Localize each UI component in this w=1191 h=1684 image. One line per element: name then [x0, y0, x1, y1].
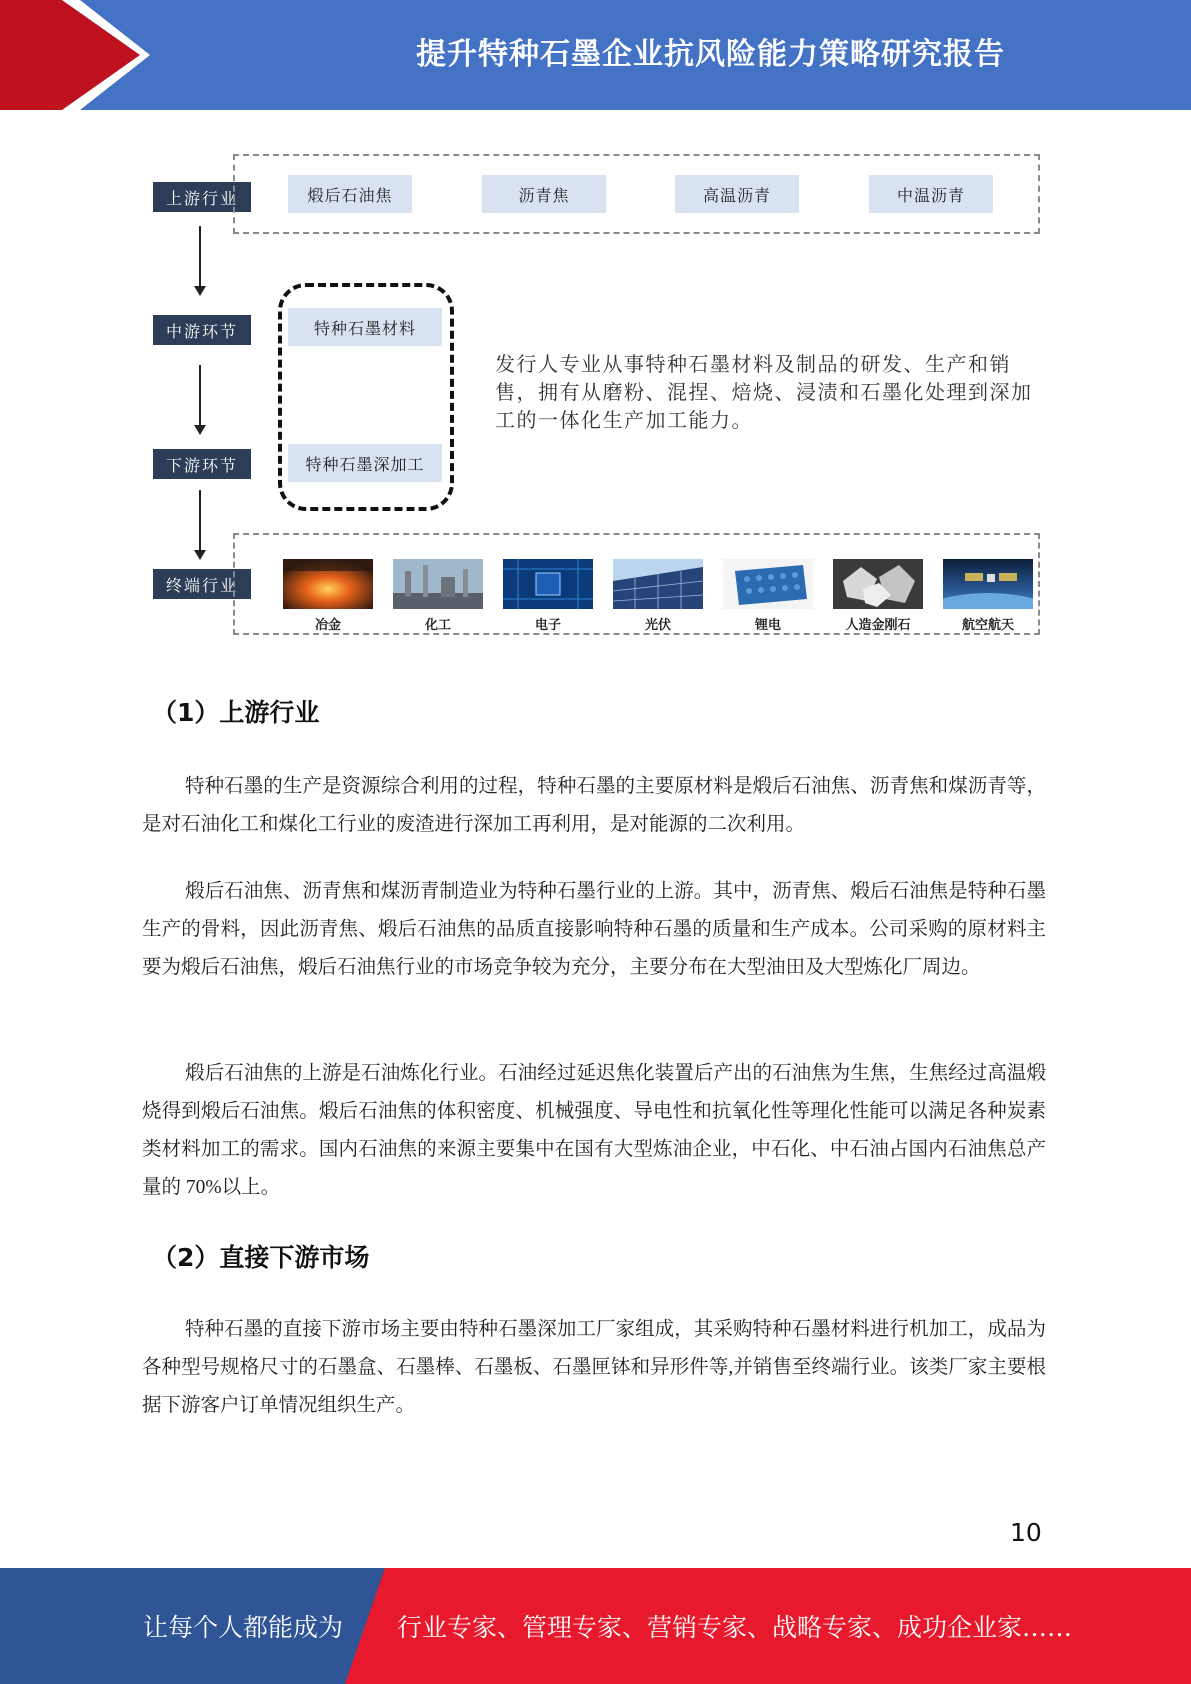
industry-chain-diagram	[0, 140, 1191, 650]
arrow-down-icon	[199, 226, 201, 288]
header-title: 提升特种石墨企业抗风险能力策略研究报告	[416, 37, 1005, 72]
chip-photo-icon	[503, 559, 593, 609]
page-number: 10	[1010, 1518, 1042, 1547]
body-paragraph: 煅后石油焦、沥青焦和煤沥青制造业为特种石墨行业的上游。其中，沥青焦、煅后石油焦是特种石墨生产的骨料，因此沥青焦、煅后石油焦的品质直接影响特种石墨的质量和生产成本。公司采购的原材料主要为煅后石油焦，煅后石油焦行业的市场竞争较为充分，主要分布在大型油田及大型炼化厂周边。	[142, 881, 1046, 978]
solar-panel-photo-icon	[613, 559, 703, 609]
end-market-label: 电子	[534, 618, 561, 633]
section-heading: （2）直接下游市场	[152, 1243, 370, 1272]
battery-photo-icon	[723, 559, 813, 609]
stage-midstream: 中游环节	[153, 315, 251, 345]
metallurgy-photo-icon	[283, 559, 373, 609]
chemical-plant-photo-icon	[393, 559, 483, 609]
upstream-item: 高温沥青	[675, 175, 799, 213]
end-market-label: 化工	[424, 618, 451, 633]
body-paragraph: 特种石墨的直接下游市场主要由特种石墨深加工厂家组成，其采购特种石墨材料进行机加工，成品为各种型号规格尺寸的石墨盒、石墨棒、石墨板、石墨匣钵和异形件等,并销售至终端行业。该类厂家主要根据下游客户订单情况组织生产。	[142, 1319, 1046, 1416]
stage-upstream: 上游行业	[153, 182, 251, 212]
satellite-photo-icon	[943, 559, 1033, 609]
upstream-item: 沥青焦	[482, 175, 606, 213]
page-footer	[0, 1568, 1191, 1684]
end-market-label: 人造金刚石	[845, 618, 911, 633]
body-paragraph: 煅后石油焦的上游是石油炼化行业。石油经过延迟焦化装置后产出的石油焦为生焦，生焦经过高温煅烧得到煅后石油焦。煅后石油焦的体积密度、机械强度、导电性和抗氧化性等理化性能可以满足各种炭素类材料加工的需求。国内石油焦的来源主要集中在国有大型炼油企业，中石化、中石油占国内石油焦总产量的 70%以上。	[142, 1063, 1046, 1198]
stage-downstream: 下游环节	[153, 449, 251, 479]
diamond-photo-icon	[833, 559, 923, 609]
arrow-down-icon	[199, 365, 201, 427]
section-heading: （1）上游行业	[152, 698, 320, 727]
arrow-down-icon	[199, 490, 201, 552]
body-paragraph: 特种石墨的生产是资源综合利用的过程，特种石墨的主要原材料是煅后石油焦、沥青焦和煤沥青等，是对石油化工和煤化工行业的废渣进行深加工再利用，是对能源的二次利用。	[142, 776, 1046, 835]
stage-end-market: 终端行业	[153, 569, 251, 599]
footer-slogan-right: 行业专家、管理专家、营销专家、战略专家、成功企业家……	[397, 1613, 1073, 1642]
end-market-label: 光伏	[644, 618, 671, 633]
end-market-label: 航空航天	[961, 618, 1014, 633]
end-market-label: 冶金	[314, 618, 341, 633]
upstream-item: 中温沥青	[869, 175, 993, 213]
upstream-item: 煅后石油焦	[288, 175, 412, 213]
end-market-label: 锂电	[754, 618, 781, 633]
downstream-item: 特种石墨深加工	[288, 444, 442, 482]
midstream-item: 特种石墨材料	[288, 308, 442, 346]
footer-slogan-left: 让每个人都能成为	[143, 1613, 344, 1642]
page-header	[0, 0, 1191, 110]
company-description: 发行人专业从事特种石墨材料及制品的研发、生产和销售，拥有从磨粉、混捏、焙烧、浸渍和石墨化处理到深加工的一体化生产加工能力。	[495, 352, 1033, 432]
